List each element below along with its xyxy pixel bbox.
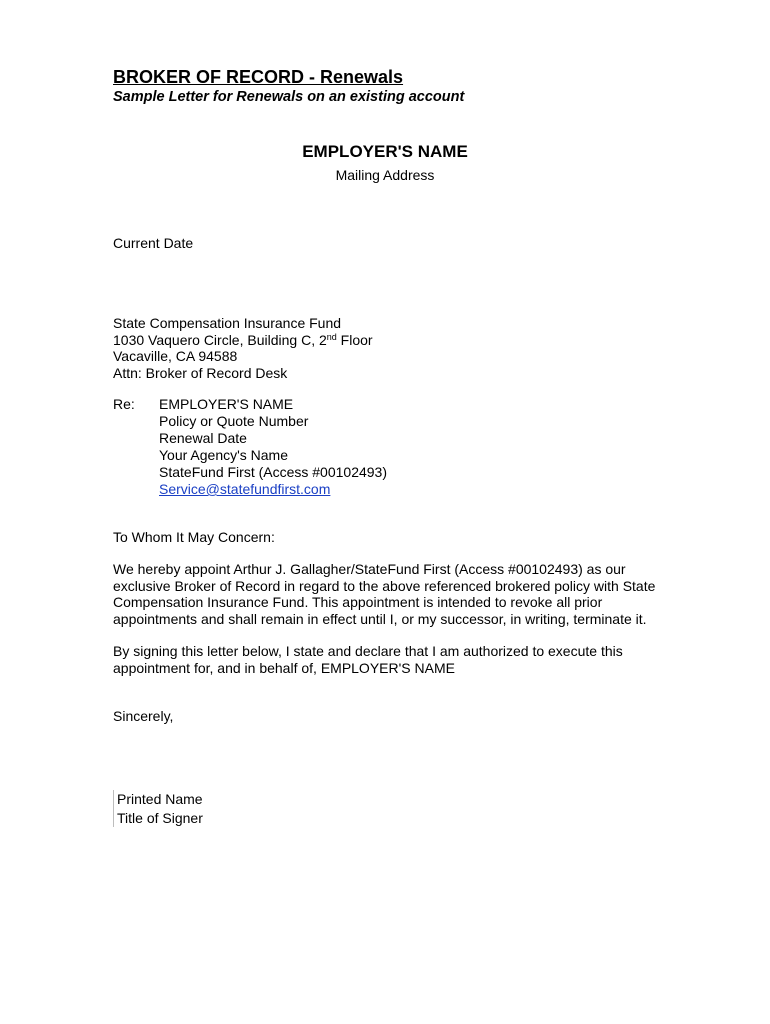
employer-name-heading: EMPLOYER'S NAME bbox=[302, 142, 468, 161]
printed-name: Printed Name bbox=[117, 791, 203, 807]
current-date: Current Date bbox=[113, 235, 194, 251]
paragraph-line: We hereby appoint Arthur J. Gallagher/StateFund First (Access #00102493) as our bbox=[113, 561, 626, 577]
re-block bbox=[159, 396, 387, 498]
paragraph-line: appointments and shall remain in effect until I, or my successor, in writing, terminate it. bbox=[113, 610, 647, 627]
re-agency-name: Your Agency's Name bbox=[159, 447, 289, 463]
recipient-line-1: State Compensation Insurance Fund bbox=[113, 315, 342, 331]
appointment-paragraph bbox=[113, 561, 655, 627]
re-employer-name: EMPLOYER'S NAME bbox=[159, 396, 294, 412]
re-label: Re: bbox=[113, 396, 135, 412]
document-title: BROKER OF RECORD - Renewals bbox=[113, 67, 404, 87]
recipient-street: 1030 Vaquero Circle, Building C, 2 bbox=[113, 331, 327, 348]
recipient-line-2 bbox=[113, 332, 373, 349]
service-email-link[interactable]: Service@statefundfirst.com bbox=[159, 481, 331, 497]
recipient-line-4: Attn: Broker of Record Desk bbox=[113, 364, 288, 381]
declaration-paragraph bbox=[113, 643, 623, 676]
re-renewal-date: Renewal Date bbox=[159, 430, 247, 446]
document-subtitle: Sample Letter for Renewals on an existing account bbox=[113, 89, 465, 105]
paragraph-line: Compensation Insurance Fund. This appointment is intended to revoke all prior bbox=[113, 594, 603, 610]
paragraph-line: By signing this letter below, I state and declare that I am authorized to execute this bbox=[113, 643, 623, 659]
recipient-floor: Floor bbox=[336, 331, 373, 348]
title-of-signer: Title of Signer bbox=[117, 809, 203, 826]
recipient-address bbox=[113, 315, 373, 381]
mailing-address: Mailing Address bbox=[335, 167, 435, 183]
closing: Sincerely, bbox=[113, 708, 174, 724]
re-statefund-access: StateFund First (Access #00102493) bbox=[159, 464, 388, 480]
paragraph-line: exclusive Broker of Record in regard to the above referenced brokered policy with State bbox=[113, 577, 656, 594]
paragraph-line: appointment for, and in behalf of, EMPLOYER'S NAME bbox=[113, 659, 455, 676]
signature-block bbox=[113, 790, 203, 827]
recipient-line-3: Vacaville, CA 94588 bbox=[113, 348, 238, 364]
salutation: To Whom It May Concern: bbox=[113, 529, 275, 545]
floor-ordinal-superscript: nd bbox=[326, 331, 337, 342]
re-policy-number: Policy or Quote Number bbox=[159, 413, 309, 429]
